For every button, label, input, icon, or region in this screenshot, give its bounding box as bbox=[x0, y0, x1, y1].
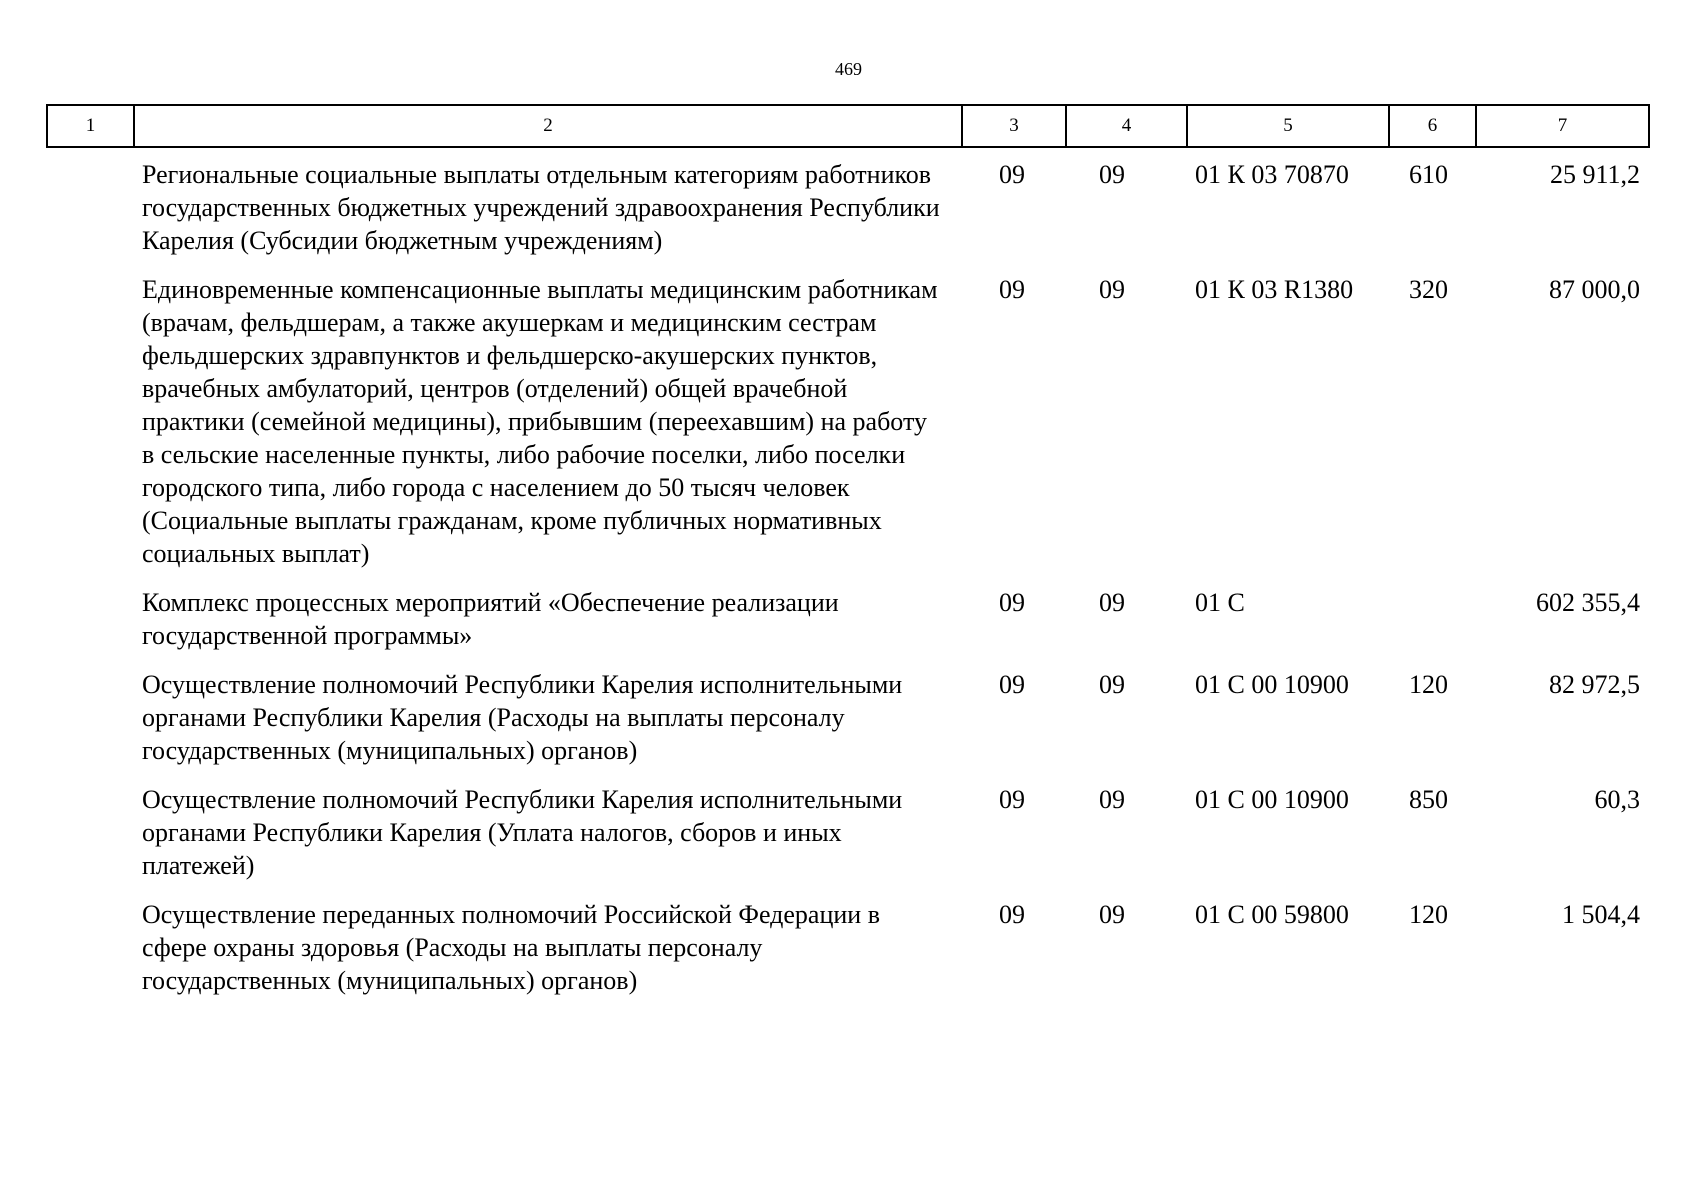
amount: 87 000,0 bbox=[1549, 275, 1640, 304]
expense-type-code: 850 bbox=[1409, 785, 1448, 814]
column-header-table bbox=[46, 104, 1650, 148]
target-article-code: 01 С 00 10900 bbox=[1195, 670, 1349, 699]
subsection-code: 09 bbox=[1099, 900, 1125, 929]
section-code: 09 bbox=[999, 670, 1025, 699]
section-code: 09 bbox=[999, 160, 1025, 189]
expense-name: Осуществление полномочий Республики Карелия исполнительными органами Республики Карелия (Расходы на выплаты персоналу государственных (муниципальных) органов) bbox=[142, 670, 903, 765]
column-header-3: 3 bbox=[962, 105, 1066, 147]
column-header-6: 6 bbox=[1389, 105, 1476, 147]
column-header-1: 1 bbox=[47, 105, 134, 147]
section-code: 09 bbox=[999, 275, 1025, 304]
page-number: 469 bbox=[835, 59, 862, 79]
section-code: 09 bbox=[999, 588, 1025, 617]
expense-name: Единовременные компенсационные выплаты медицинским работникам (врачам, фельдшерам, а также акушеркам и медицинским сестрам фельдшерских здравпунктов и фельдшерско-акушерских пунктов, врачебных амбулаторий, центров (отделений) общей врачебной практики (семейной медицины), прибывшим (переехавшим) на работу в сельские населенные пункты, либо рабочие поселки, либо поселки городского типа, либо города с населением до 50 тысяч человек (Социальные выплаты гражданам, кроме публичных нормативных социальных выплат) bbox=[142, 275, 938, 568]
target-article-code: 01 С bbox=[1195, 588, 1245, 617]
budget-table bbox=[46, 158, 1648, 1013]
expense-name: Осуществление полномочий Республики Карелия исполнительными органами Республики Карелия (Уплата налогов, сборов и иных платежей) bbox=[142, 785, 903, 880]
expense-type-code: 610 bbox=[1409, 160, 1448, 189]
subsection-code: 09 bbox=[1099, 275, 1125, 304]
expense-name: Региональные социальные выплаты отдельным категориям работников государственных бюджетных учреждений здравоохранения Республики Карелия (Субсидии бюджетным учреждениям) bbox=[142, 160, 940, 255]
amount: 82 972,5 bbox=[1549, 670, 1640, 699]
expense-name: Осуществление переданных полномочий Российской Федерации в сфере охраны здоровья (Расходы на выплаты персоналу государственных (муниципальных) органов) bbox=[142, 900, 880, 995]
table-row bbox=[46, 158, 1648, 273]
amount: 60,3 bbox=[1594, 785, 1640, 814]
target-article-code: 01 С 00 59800 bbox=[1195, 900, 1349, 929]
expense-type-code bbox=[1388, 586, 1475, 668]
column-header-4: 4 bbox=[1066, 105, 1187, 147]
table-row bbox=[46, 273, 1648, 586]
column-header-7: 7 bbox=[1476, 105, 1649, 147]
column-header-2: 2 bbox=[134, 105, 962, 147]
expense-name: Комплекс процессных мероприятий «Обеспечение реализации государственной программы» bbox=[142, 588, 839, 650]
target-article-code: 01 К 03 R1380 bbox=[1195, 275, 1354, 304]
table-row bbox=[46, 668, 1648, 783]
column-header-row bbox=[47, 105, 1649, 147]
amount: 1 504,4 bbox=[1562, 900, 1640, 929]
target-article-code: 01 К 03 70870 bbox=[1195, 160, 1349, 189]
expense-type-code: 120 bbox=[1409, 900, 1448, 929]
amount: 602 355,4 bbox=[1536, 588, 1640, 617]
subsection-code: 09 bbox=[1099, 588, 1125, 617]
amount: 25 911,2 bbox=[1549, 160, 1640, 189]
expense-type-code: 120 bbox=[1409, 670, 1448, 699]
section-code: 09 bbox=[999, 785, 1025, 814]
subsection-code: 09 bbox=[1099, 670, 1125, 699]
column-header-5: 5 bbox=[1187, 105, 1389, 147]
table-row bbox=[46, 783, 1648, 898]
subsection-code: 09 bbox=[1099, 785, 1125, 814]
target-article-code: 01 С 00 10900 bbox=[1195, 785, 1349, 814]
expense-type-code: 320 bbox=[1409, 275, 1448, 304]
subsection-code: 09 bbox=[1099, 160, 1125, 189]
table-row bbox=[46, 586, 1648, 668]
section-code: 09 bbox=[999, 900, 1025, 929]
table-row bbox=[46, 898, 1648, 1013]
